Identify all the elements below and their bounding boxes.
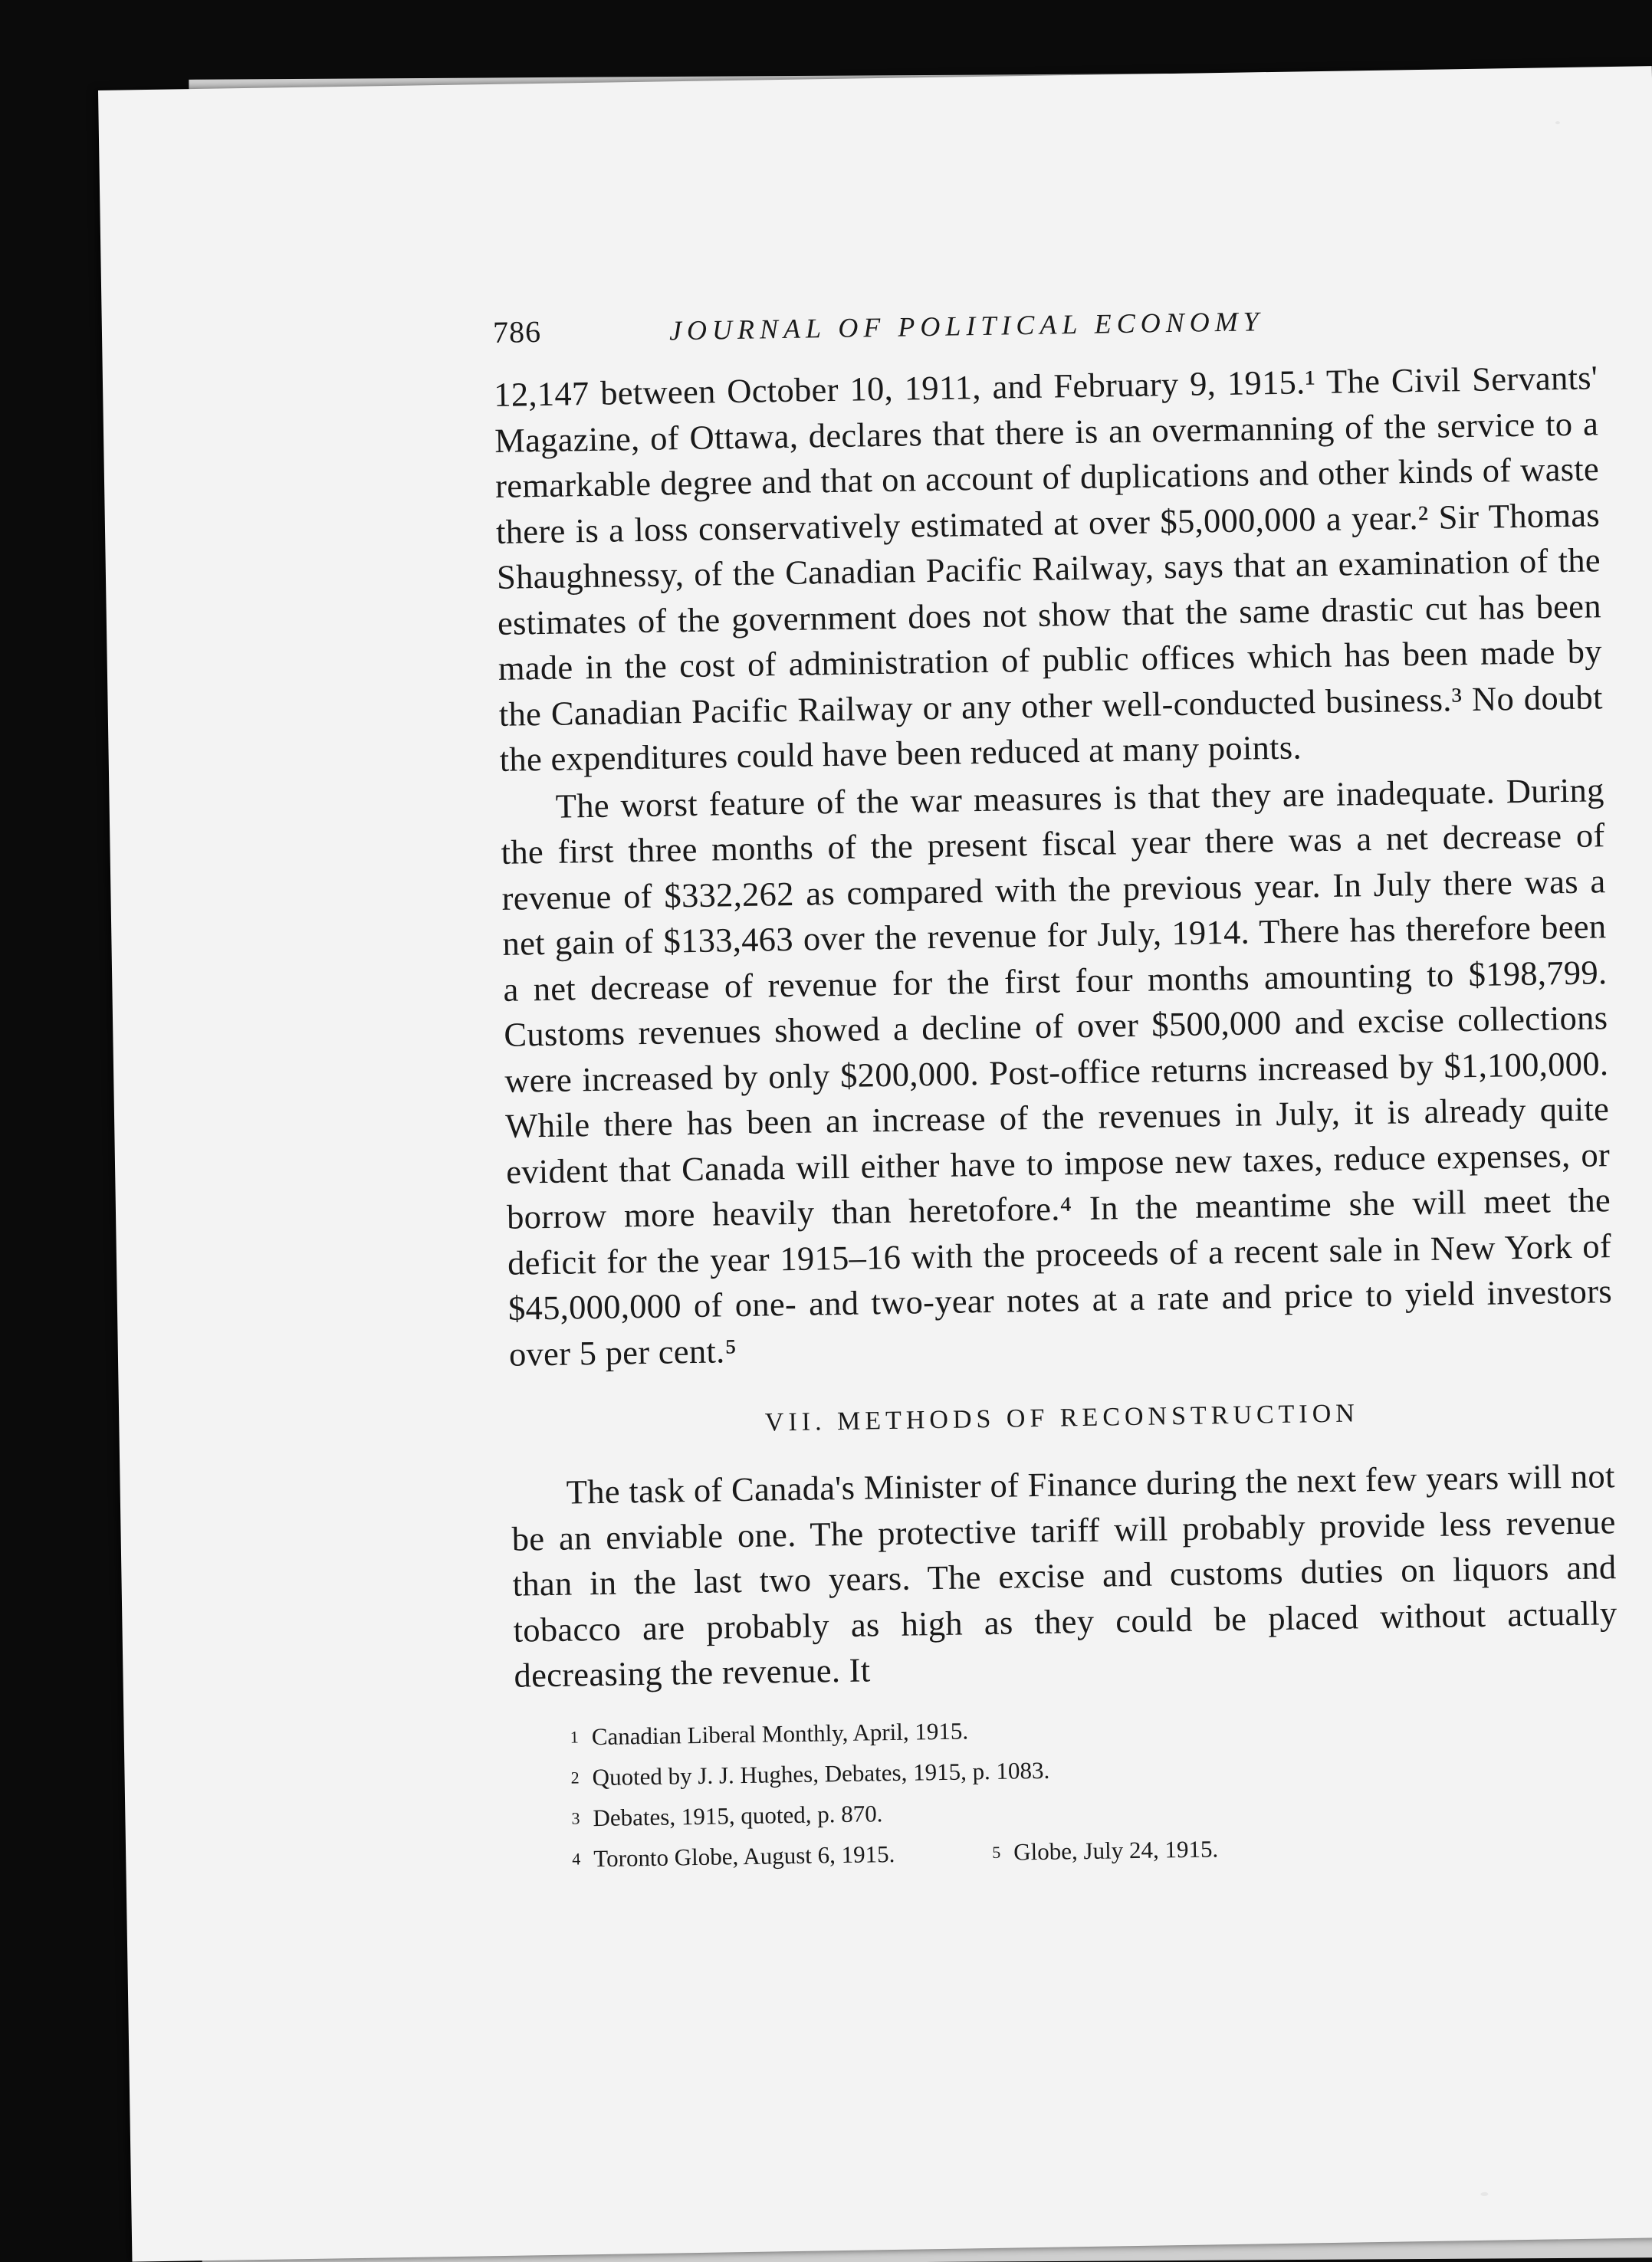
body-paragraph: 12,147 between October 10, 1911, and February 9, 1915.¹ The Civil Servants' Magazine, of Ottawa, declares that there is an overmanning of the service to a remarkable degree and that on account of duplications and other kinds of waste there is a loss conservatively estimated at over $5,000,000 a year.² Sir Thomas Shaughnessy, of the Canadian Pacific Railway, says that an examination of the estimates of the government does not show that the same drastic cut has been made in the cost of administration of public offices which has been made by the Canadian Pacific Railway or any other well-conducted business.³ No doubt the expenditures could have been reduced at many points. [493, 358, 1604, 779]
footnote [517, 1831, 993, 1880]
page-number: 786 [492, 314, 542, 350]
footnote-marker: 4 [572, 1848, 581, 1869]
page-speck [1480, 2192, 1488, 2196]
page-content [493, 297, 1621, 1880]
footnote-marker: 2 [570, 1767, 580, 1788]
running-head: JOURNAL OF POLITICAL ECONOMY [668, 306, 1264, 346]
book-page [98, 66, 1652, 2261]
section-heading: VII. METHODS OF RECONSTRUCTION [764, 1399, 1360, 1437]
footnote-marker: 1 [570, 1726, 580, 1747]
footnote-text: Toronto Globe, August 6, 1915. [593, 1840, 895, 1872]
section-paragraph: The task of Canada's Minister of Finance during the next few years will not be an enviable one. The protective tariff will probably provide less revenue than in the last two years. The excise and customs duties on liquors and tobacco are probably as high as they could be placed without actually decreasing the revenue. It [511, 1456, 1618, 1695]
footnotes [514, 1700, 1621, 1880]
page-speck [1555, 121, 1560, 124]
footnote-text: Globe, July 24, 1915. [1013, 1834, 1219, 1866]
footnote-marker: 5 [992, 1842, 1001, 1862]
footnote [992, 1828, 1219, 1873]
footnote-text: Debates, 1915, quoted, p. 870. [593, 1799, 883, 1831]
body-paragraph: The worst feature of the war measures is that they are inadequate. During the first three months of the present fiscal year there was a net decrease of revenue of $332,262 as compared with the previous year. In July there was a net gain of $133,463 over the revenue for July, 1914. There has therefore been a net decrease of revenue for the first four months amounting to $198,799. Customs revenues showed a decline of over $500,000 and excise collections were increased by only $200,000. Post-office returns increased by $1,100,000. While there has been an increase of the revenues in July, it is already quite evident that Canada will either have to impose new taxes, reduce expenses, or borrow more heavily than heretofore.⁴ In the meantime she will meet the deficit for the year 1915–16 with the proceeds of a recent sale in New York of $45,000,000 of one- and two-year notes at a rate and price to yield investors over 5 per cent.⁵ [501, 770, 1613, 1374]
footnote-marker: 3 [571, 1807, 580, 1828]
footnote-text: Quoted by J. J. Hughes, Debates, 1915, p. 1083. [592, 1756, 1050, 1791]
footnote-text: Canadian Liberal Monthly, April, 1915. [591, 1716, 969, 1750]
